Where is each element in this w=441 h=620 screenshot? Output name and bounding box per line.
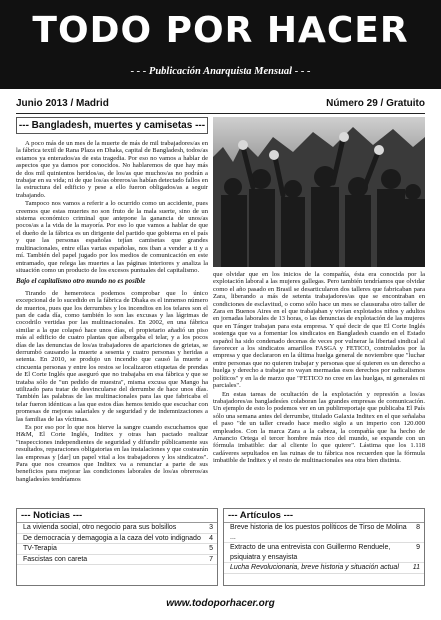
toc-item-title: Extracto de una entrevista con Guillermo Renduele, psiquiatra y ensayista: [230, 544, 391, 561]
toc-item-page: 9: [416, 544, 420, 551]
toc-item[interactable]: [17, 534, 217, 545]
paragraph: Tirando de hemeroteca podemos comprobar que lo único excepcional de lo sucedido en la fábrica de Dhaka es el inmenso número de muertos, pues que los derrumbes y los incendios en los telares son el pan de cada día, como también lo son las excusas y las lágrimas de cocodrilo vertidas por las multinacionales. En 2002, en una fábrica similar a la que colapsó hace unos días, el propietario añadió un piso más al edificio de cuatro plantas que albergaba el telar, y a los pocos días de las denuncias de los/as trabajadores de apariciones de grietas, se derrumbó causando la muerte a sesenta y cuatro personas y heridas a setenta. En 2010, se produjo un incendio que causó la muerte a cincuenta personas y entre los restos se localizaron etiquetas de prendas de El Corte Inglés que aseguró que no trabajaba en esa fábrica y que se trataba sólo de "un pedido de muestra", misma excusa que Mango ha utilizado para tratar de desvincularse del derrumbe de hace unos días. También las palabras de las multinacionales para las que fabricaba el telar fueron idénticas a las que estos días hemos tenido que escuchar con promesas de mejoras salariales y de seguridad y de indemnizaciones a las familias de las víctimas.: [16, 289, 208, 423]
toc-item-title: TV-Terapia: [23, 545, 57, 552]
issue-number: Número 29 / Gratuito: [326, 98, 425, 109]
toc-item-title: Fascistas con careta: [23, 555, 88, 563]
toc-item-title: De democracia y demagogia a la caza del voto indignado: [23, 534, 201, 542]
toc-item[interactable]: [17, 544, 217, 555]
table-of-contents: [16, 508, 425, 588]
toc-item[interactable]: [224, 543, 424, 563]
toc-item-page: 7: [209, 555, 213, 563]
article-right-column: [213, 271, 425, 502]
masthead: [0, 0, 441, 89]
toc-item[interactable]: [17, 523, 217, 534]
toc-item[interactable]: [224, 563, 424, 574]
toc-item[interactable]: [17, 555, 217, 566]
paragraph: En estas tareas de ocultación de la explotación y represión a los/as trabajadores/as bangladesíes colaboran las grandes empresas de comunicación. Un ejemplo de esto lo podemos ver en un publirreportaje que publicaba El País sólo una semana antes del derrumbe, titulado Galaxia Inditex en el que señalaba el paso "de un taller creado hace medio siglo a un imperio con 120.000 empleados. Con la marca Zara a la cabeza, la compañía que ha hecho de Amancio Ortega el tercer hombre más rico del mundo, se expande con un fórmula imbatible: dar al cliente lo que quiere". Lástima que los 1.118 cadáveres sepultados en las ruinas de tu fábrica nos recuerden que la fórmula imbatible de Inditex y el resto de multinacionales sea otra bien distinta.: [213, 390, 425, 465]
article-left-column: [16, 140, 208, 502]
article-title: --- Bangladesh, muertes y camisetas ---: [16, 117, 208, 134]
paragraph: Tampoco nos vamos a referir a lo ocurrido como un accidente, pues creemos que estas muertes no son fruto de la mala suerte, sino de un sistema económico criminal que antepone la ganancia de unos/as pocos/as a la vida de la mayoría. Por eso lo que vamos a hablar de que el dueño de la fábrica es un dirigente del partido que gobierna en el país y que las personas españolas tejían camisetas que grandes multinacionales, entre ellas varias españolas, nos iban a vender a ti y a mí. También del papel jugado por los medios de comunicación en este entramado, que relega las muertes a las páginas interiores y analiza la situación como un producto de los excesos puntuales del capitalismo.: [16, 200, 208, 274]
newspaper-title: TODO POR HACER: [32, 10, 409, 51]
toc-item-page: 8: [416, 524, 420, 531]
protest-photo-image: [213, 117, 425, 267]
issue-date: Junio 2013 / Madrid: [16, 98, 109, 109]
noticias-box: [16, 508, 218, 586]
website-link[interactable]: www.todoporhacer.org: [166, 598, 275, 609]
section-subhead: Bajo el capitalismo otro mundo no es posible: [16, 277, 146, 286]
articulos-box: [223, 508, 425, 586]
issue-line: [16, 98, 425, 112]
protest-photo: [213, 117, 425, 267]
toc-item-page: 4: [209, 534, 213, 542]
newspaper-subtitle: - - - Publicación Anarquista Mensual - - -: [130, 66, 311, 77]
paragraph: que olvidar que en los inicios de la compañía, ésta era conocida por la explotación laboral a las mujeres gallegas. Pero también tendríamos que olvidar como el año pasado en Brasil se desarticularon dos talleres que fabricaban para Zara, liberando a más de setenta trabajadores/as que se encontraban en condiciones de esclavitud, o como sólo hace un mes se clausuraba otro taller de Zara en Buenos Aires en el que trabajaban y vivían explotados niños y adultos en jornadas laborales de 13 horas, o las denuncias de explotación de las mujeres que en Tánger trabajan para esta empresa. Y qué decir de que El Corte Inglés sostenga que va a fomentar los sindicatos en Bangladesh cuando en el Estado español ha sido condenado decenas de veces por vulnerar la libertad sindical al favorecer a los sindicatos amarillos FASGA y FETICO, controlados por la empresa y que declararon en la última huelga general de noviembre que "luchar entre personas que no quieren trabajar y personas que sí quieren es un derecho a huelga y derecho a trabajar no vayan mermadas esos derechos por radicalismos políticos" y en la de marzo que "FETICO no cree en las huelgas, ni generales ni parciales".: [213, 271, 425, 390]
toc-item-page: 3: [209, 524, 213, 531]
toc-item[interactable]: [224, 523, 424, 543]
toc-item-title: Breve historia de los puestos políticos de Tirso de Molina ...: [230, 524, 407, 541]
toc-item-title: Lucha Revolucionaria, breve historia y situación actual: [230, 564, 399, 571]
toc-item-title: La vivienda social, otro negocio para sus bolsillos: [23, 524, 177, 531]
toc-item-page: 5: [209, 545, 213, 552]
divider: [16, 113, 425, 114]
toc-item-page: 11: [412, 564, 420, 571]
articulos-header: --- Artículos ---: [224, 509, 424, 523]
paragraph: A poco más de un mes de la muerte de más de mil trabajadores/as en la fábrica textil de Rana Plaza en Dhaka, capital de Bangladesh, todos/as estamos ya enterados/as de esta tragedia. Por eso no vamos a hablar de aspectos que ya damos por conocidos. No hablaremos de que hay más de dos mil quinientos heridos/as, de los/as que muchos/as no podrán a trabajar en su vida; ni de que los/as obreros/as habían detectado fallos en la estructura del edificio y pese a ello fueron obligados/as a seguir trabajando.: [16, 140, 208, 199]
noticias-header: --- Noticias ---: [17, 509, 217, 523]
paragraph: Es por eso por lo que nos hierve la sangre cuando escuchamos que H&M, El Corte Inglés, Inditex y otras han pactado realizar "inspecciones independientes de seguridad y difundir públicamente sus resultados, reparaciones obligatorias en las instalaciones y que costearán las empresas y [dar] un papel vital a los trabajadores y los sindicatos". Para que nos creamos que Inditex va a renunciar a parte de sus beneficios para mejorar las condiciones laborales de los/as obreros/as bangladesíes tendríamos: [16, 424, 208, 483]
